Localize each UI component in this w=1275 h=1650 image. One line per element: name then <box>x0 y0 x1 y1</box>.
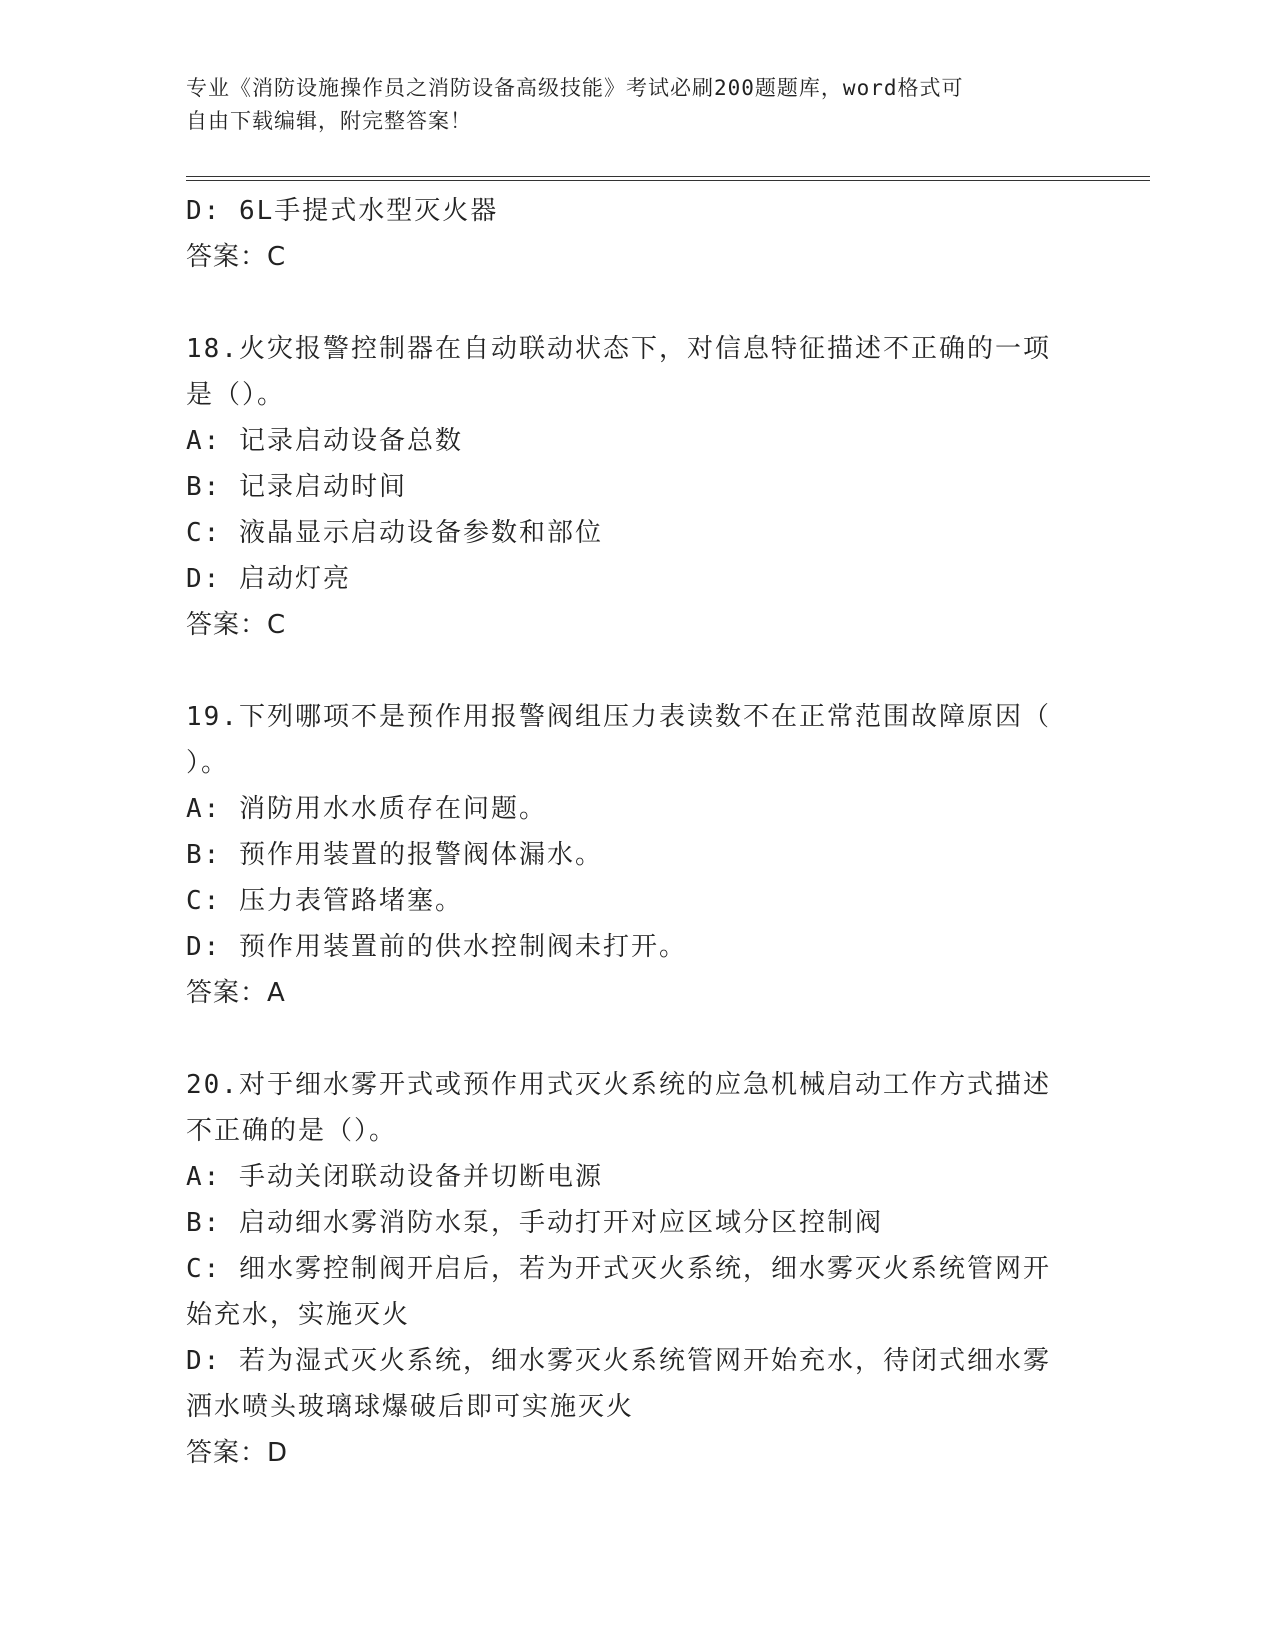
header-divider <box>186 176 1150 181</box>
answer-line: 答案：C <box>186 242 287 272</box>
option-c: C: 液晶显示启动设备参数和部位 <box>186 518 603 548</box>
option-b: B: 预作用装置的报警阀体漏水。 <box>186 840 603 870</box>
answer-line: 答案：D <box>186 1438 289 1468</box>
question-19 <box>186 694 1086 1016</box>
answer-line: 答案：C <box>186 610 287 640</box>
question-list <box>186 188 1086 1476</box>
previous-question-tail <box>186 188 1086 280</box>
header-line-1: 专业《消防设施操作员之消防设备高级技能》考试必刷200题题库，word格式可 <box>186 76 964 100</box>
option-c: C: 压力表管路堵塞。 <box>186 886 463 916</box>
option-a: A: 手动关闭联动设备并切断电源 <box>186 1162 603 1192</box>
header-line-2: 自由下载编辑，附完整答案！ <box>186 109 472 133</box>
option-d: D: 6L手提式水型灭火器 <box>186 196 499 226</box>
question-stem-continued: 是（）。 <box>186 380 286 410</box>
option-d-continued: 洒水喷头玻璃球爆破后即可实施灭火 <box>186 1392 635 1422</box>
question-stem-continued: ）。 <box>186 748 230 778</box>
option-a: A: 消防用水水质存在问题。 <box>186 794 547 824</box>
question-stem-continued: 不正确的是（）。 <box>186 1116 398 1146</box>
question-stem: 20.对于细水雾开式或预作用式灭火系统的应急机械启动工作方式描述 <box>186 1070 1051 1100</box>
answer-line: 答案：A <box>186 978 286 1008</box>
spacer <box>186 648 1086 694</box>
option-d: D: 若为湿式灭火系统，细水雾灭火系统管网开始充水，待闭式细水雾 <box>186 1346 1051 1376</box>
option-a: A: 记录启动设备总数 <box>186 426 463 456</box>
option-c-continued: 始充水，实施灭火 <box>186 1300 411 1330</box>
option-b: B: 启动细水雾消防水泵，手动打开对应区域分区控制阀 <box>186 1208 883 1238</box>
document-header <box>186 72 1066 138</box>
option-c: C: 细水雾控制阀开启后，若为开式灭火系统，细水雾灭火系统管网开 <box>186 1254 1051 1284</box>
option-d: D: 启动灯亮 <box>186 564 351 594</box>
question-18 <box>186 326 1086 648</box>
question-20 <box>186 1062 1086 1476</box>
question-stem: 19.下列哪项不是预作用报警阀组压力表读数不在正常范围故障原因（ <box>186 702 1051 732</box>
spacer <box>186 280 1086 326</box>
question-stem: 18.火灾报警控制器在自动联动状态下，对信息特征描述不正确的一项 <box>186 334 1051 364</box>
option-b: B: 记录启动时间 <box>186 472 407 502</box>
option-d: D: 预作用装置前的供水控制阀未打开。 <box>186 932 687 962</box>
spacer <box>186 1016 1086 1062</box>
